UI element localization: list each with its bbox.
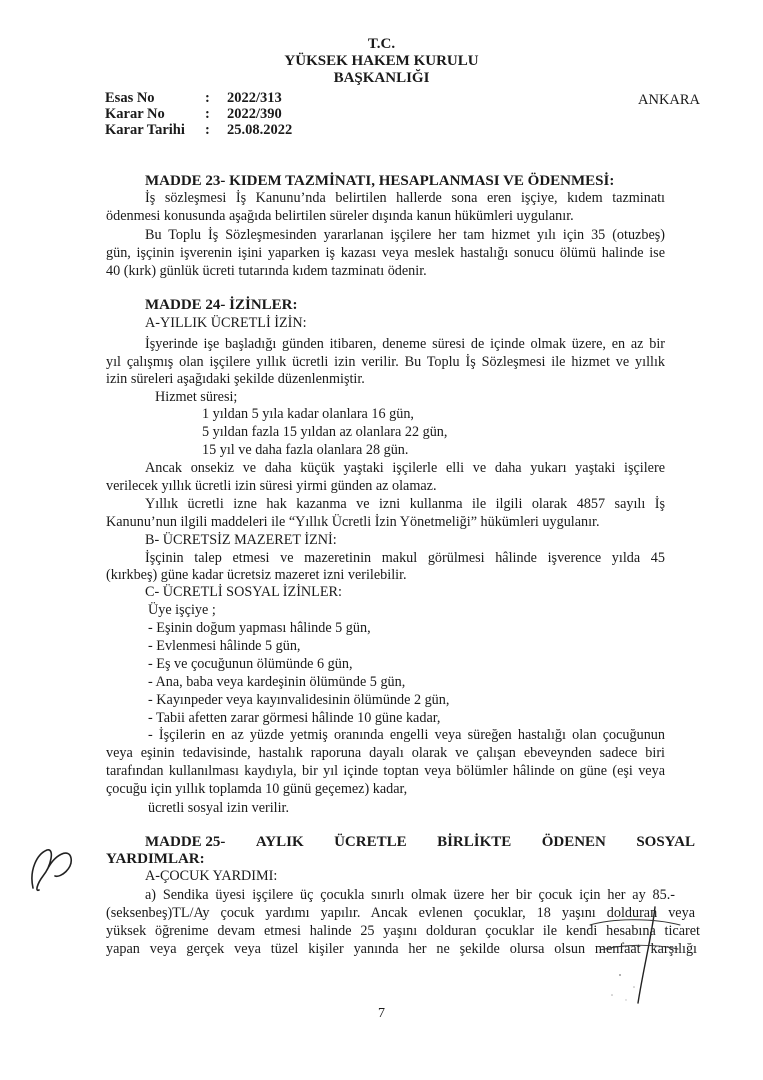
m24-b-line1: İşçinin talep etmesi ve mazeretinin makul görülmesi hâlinde işverence yılda 45 [145,550,665,566]
m24-a-p1-line3: izin süreleri aşağıdaki şekilde düzenlenmiştir. [106,371,365,387]
m24-duration-3: 15 yıl ve daha fazla olanlara 28 gün. [202,442,409,458]
handwritten-initials [25,840,80,900]
m24-c-item-3: - Eş ve çocuğunun ölümünde 6 gün, [148,656,353,672]
m23-p2-line3: 40 (kırk) günlük ücreti tutarında kıdem tazminatı ödenir. [106,263,427,279]
m24-duration-1: 1 yıldan 5 yıla kadar olanlara 16 gün, [202,406,414,422]
m24-a-p3-line2: Kanunu’nun ilgili maddeleri ile “Yıllık Ücretli İzin Yönetmeliği” hükümleri uygulanır. [106,514,600,530]
m24-a-p3-line1: Yıllık ücretli izne hak kazanma ve izni kullanma ile ilgili olarak 4857 sayılı İş [145,496,665,512]
m23-p2-line2: gün, işçinin işverenin işini yaparken iş kazası veya meslek hastalığı sonucu ölümü halinde ise [106,245,665,261]
m24-c-item-1: - Eşinin doğum yapması hâlinde 5 gün, [148,620,371,636]
m23-p1-line1: İş sözleşmesi İş Kanunu’nda belirtilen hallerde sona eren işçiye, kıdem tazminatı [145,190,665,206]
m24-duration-2: 5 yıldan fazla 15 yıldan az olanlara 22 gün, [202,424,448,440]
m24-c-title: C- ÜCRETLİ SOSYAL İZİNLER: [145,584,342,600]
madde-24-title: MADDE 24- İZİNLER: [145,297,298,313]
m24-b-line2: (kırkbeş) güne kadar ücretsiz mazeret izni verilebilir. [106,567,407,583]
page-number: 7 [378,1006,385,1021]
m25-a-title: A-ÇOCUK YARDIMI: [145,868,278,884]
m24-c-intro: Üye işçiye ; [148,602,216,618]
m24-c-long-line2: veya eşinin tedavisinde, hastalık raporuna dayalı olarak ve çalışan ebeveynden sadece biri [106,745,665,761]
madde-25-title-line2: YARDIMLAR: [106,851,205,867]
m24-c-long-line3: tarafından kullanılması kaydıyla, bir yıl içinde toptan veya bölümler hâlinde on güne (eşi veya [106,763,665,779]
m23-p2-line1: Bu Toplu İş Sözleşmesinden yararlanan işçilere her tam hizmet yılı için 35 (otuzbeş) [145,227,665,243]
m24-a-p2-line2: verilecek yıllık ücretli izin süresi yirmi günden az olamaz. [106,478,437,494]
m25-a-line3: yüksek öğrenime devam etmesi halinde 25 yaşını dolduran çocuklar ile kendi hesabına ticaret [106,923,700,939]
m24-c-item-2: - Evlenmesi hâlinde 5 gün, [148,638,301,654]
case-meta [105,90,292,138]
m25-a-line2: (seksenbeş)TL/Ay çocuk yardımı yapılır. Ancak evlenen çocuklar, 18 yaşını dolduran veya [106,905,695,921]
m24-c-long-line4: çocuğu için yıllık toplamda 10 günü geçemez) kadar, [106,781,408,797]
m24-a-p1-line2: yıl çalışmış olan işçilere yıllık ücretli izin verilir. Bu Toplu İş Sözleşmesi ile hizmet ve yıllık [106,354,665,370]
m25-a-line1: a) Sendika üyesi işçilere üç çocukla sınırlı olmak üzere her bir çocuk için her ay 85.- [145,887,675,903]
m24-b-title: B- ÜCRETSİZ MAZERET İZNİ: [145,532,337,548]
header-institution: YÜKSEK HAKEM KURULU [284,53,479,69]
meta-karar: Karar No : 2022/390 [105,106,282,122]
meta-karar-tarihi: Karar Tarihi : 25.08.2022 [105,122,293,138]
m24-a-p2-line1: Ancak onsekiz ve daha küçük yaştaki işçilerle elli ve daha yukarı yaştaki işçilere [145,460,665,476]
madde-23-title: MADDE 23- KIDEM TAZMİNATI, HESAPLANMASI VE ÖDENMESİ: [145,173,615,189]
m24-a-title: A-YILLIK ÜCRETLİ İZİN: [145,315,307,331]
m24-c-long-line1: - İşçilerin en az yüzde yetmiş oranında engelli veya süreğen hastalığı olan çocuğunun [148,727,665,743]
header-tc: T.C. [367,36,396,52]
m23-p1-line2: ödenmesi konusunda aşağıda belirtilen süreler dışında kanun hükümleri uygulanır. [106,208,574,224]
m24-hizmet-suresi: Hizmet süresi; [155,389,238,405]
m24-a-p1-line1: İşyerinde işe başladığı günden itibaren, deneme süresi de içinde olmak üzere, en az bir [145,336,665,352]
m24-c-item-4: - Ana, baba veya kardeşinin ölümünde 5 gün, [148,674,406,690]
header-city: ANKARA [638,92,701,108]
meta-esas: Esas No : 2022/313 [105,90,282,106]
m25-a-line4: yapan veya gerçek veya tüzel kişiler yanında her ne şekilde olursa olsun menfaat karşılığı [106,941,697,957]
m24-c-item-6: - Tabii afetten zarar görmesi hâlinde 10 güne kadar, [148,710,441,726]
handwritten-signature [560,905,700,1010]
m24-c-item-5: - Kayınpeder veya kayınvalidesinin ölümünde 2 gün, [148,692,450,708]
header-presidency: BAŞKANLIĞI [333,70,430,86]
madde-25-title: MADDE 25- AYLIK ÜCRETLE BİRLİKTE ÖDENEN SOSYAL [145,834,695,850]
m24-c-end: ücretli sosyal izin verilir. [148,800,290,816]
